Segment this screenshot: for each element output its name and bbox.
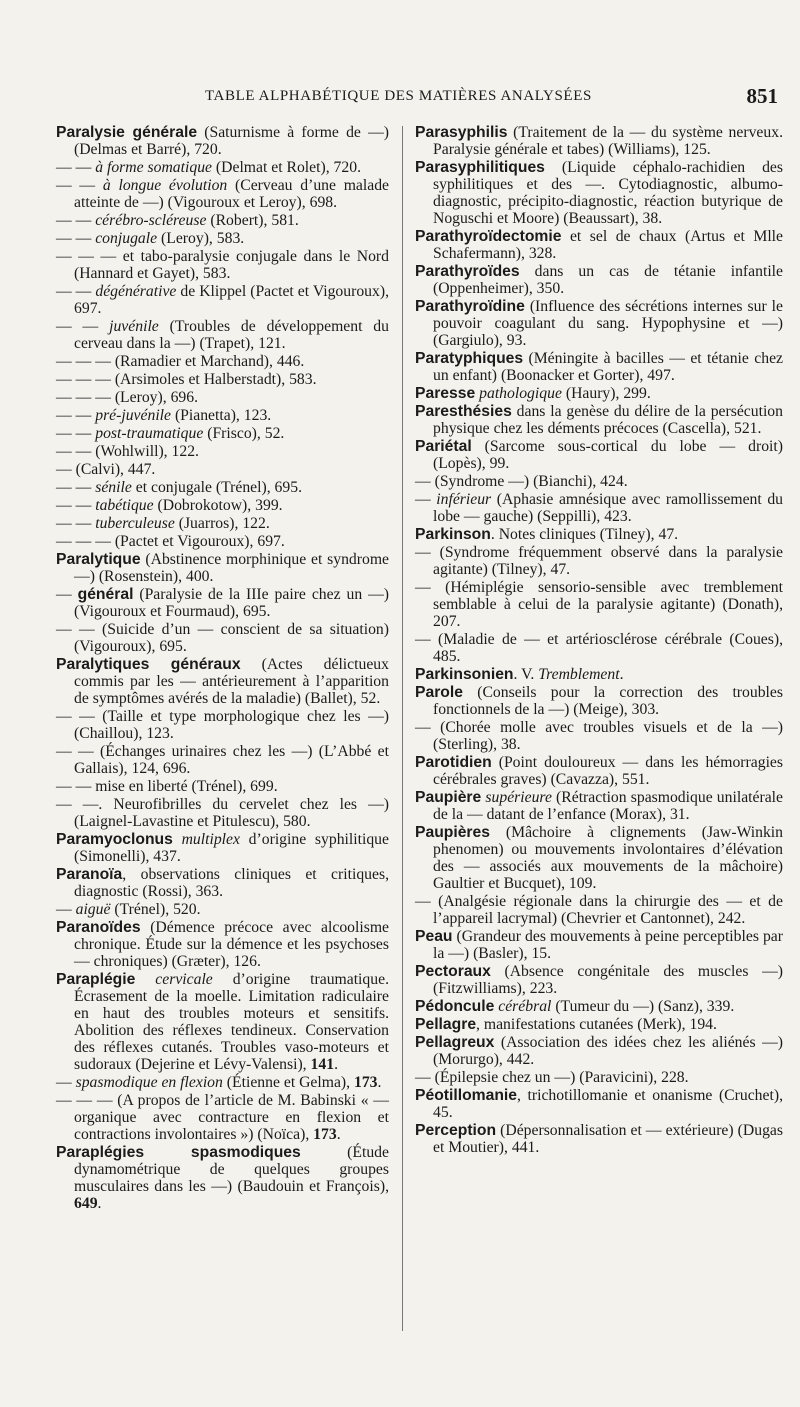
entry-text: (Rétraction spasmodique unilatérale de la — datant de l’enfance (Morax), 31. xyxy=(433,789,783,823)
entry-headword: Paraplégie xyxy=(56,971,136,988)
index-entry xyxy=(56,1144,389,1212)
entry-text: (Étienne et Gelma), xyxy=(222,1074,354,1091)
entry-text: (Sarcome sous-cortical du lobe — droit) (Lopès), 99. xyxy=(433,438,783,472)
entry-text: (Cerveau d’une malade atteinte de —) (Vigouroux et Leroy), 698. xyxy=(74,177,390,211)
entry-italic: pathologique xyxy=(475,385,562,402)
index-entry xyxy=(415,684,783,718)
index-entry xyxy=(415,350,783,384)
entry-headword: Paresthésies xyxy=(415,403,512,420)
entry-text: . xyxy=(619,666,624,683)
entry-text: — — xyxy=(56,425,96,442)
entry-headword: Péotillomanie xyxy=(415,1087,517,1104)
entry-text: . xyxy=(334,1056,338,1073)
index-entry xyxy=(415,1087,783,1121)
index-entry xyxy=(415,228,783,262)
entry-text: (Pianetta), 123. xyxy=(171,407,272,424)
entry-text: — — — (Arsimoles et Halberstadt), 583. xyxy=(56,371,317,388)
entry-headword: Pellagre xyxy=(415,1016,477,1033)
entry-headword: Parathyroïdes xyxy=(415,263,520,280)
entry-text: . xyxy=(97,1195,102,1212)
entry-headword: Paralysie générale xyxy=(56,124,198,141)
entry-text: d’origine syphilitique (Simonelli), 437. xyxy=(74,831,389,865)
index-entry xyxy=(56,353,389,370)
index-entry xyxy=(56,497,389,514)
entry-text: — (Épilepsie chez un —) (Paravicini), 228. xyxy=(415,1069,689,1086)
entry-text: (Liquide céphalo-rachidien des syphilitiques et des —. Cytodiagnostic, albumo-diagnostic, précipito-diagnostic, réaction butyrique de Noguschi et Moore) (Beaussart), 38. xyxy=(433,159,783,227)
entry-text: dans la genèse du délire de la persécution physique chez les déments précoces (Cascella), 521. xyxy=(433,403,783,437)
index-entry xyxy=(415,385,783,402)
entry-text: . Notes cliniques (Tilney), 47. xyxy=(490,526,679,543)
entry-headword: Paratyphiques xyxy=(415,350,524,367)
index-entry xyxy=(56,831,389,865)
entry-italic: post-traumatique xyxy=(95,425,204,442)
entry-text: (Association des idées chez les aliénés —) (Morurgo), 442. xyxy=(433,1034,783,1068)
entry-text: (Absence congénitale des muscles —) (Fitzwilliams), 223. xyxy=(433,963,783,997)
entry-italic: inférieur xyxy=(436,491,492,508)
index-entry xyxy=(56,533,389,550)
index-entry xyxy=(415,124,783,158)
index-entry xyxy=(415,631,783,665)
index-entry xyxy=(56,425,389,442)
entry-headword: Paupières xyxy=(415,824,490,841)
entry-text: — — xyxy=(56,497,96,514)
entry-text: . xyxy=(336,1126,341,1143)
entry-text: — (Maladie de — et artériosclérose cérébrale (Coues), 485. xyxy=(415,631,783,665)
entry-headword: Parathyroïdine xyxy=(415,298,525,315)
entry-italic: tuberculeuse xyxy=(95,515,175,532)
index-entry xyxy=(56,371,389,388)
entry-headword: Peau xyxy=(415,928,453,945)
entry-text: , observations cliniques et critiques, diagnostic (Rossi), 363. xyxy=(74,866,389,900)
entry-text: (Étude dynamométrique de quelques groupes musculaires dans les —) (Baudouin et François), xyxy=(74,1144,389,1195)
index-entry xyxy=(415,403,783,437)
index-entry xyxy=(56,1092,389,1143)
index-entry xyxy=(56,621,389,655)
entry-text: — — — et tabo-paralysie conjugale dans le Nord (Hannard et Gayet), 583. xyxy=(56,248,389,282)
index-entry xyxy=(415,526,783,543)
entry-text: — xyxy=(56,1074,76,1091)
entry-italic: conjugale xyxy=(95,230,158,247)
entry-headword: Parkinsonien xyxy=(415,666,514,683)
entry-headword: Parkinson xyxy=(415,526,491,543)
entry-text: (Trénel), 520. xyxy=(110,901,201,918)
entry-headword: Pariétal xyxy=(415,438,472,455)
entry-headword: Parole xyxy=(415,684,463,701)
index-entry xyxy=(415,579,783,630)
index-entry xyxy=(56,461,389,478)
index-entry xyxy=(415,1034,783,1068)
index-entry xyxy=(415,754,783,788)
entry-text: — xyxy=(56,901,76,918)
entry-headword: Paramyoclonus xyxy=(56,831,173,848)
index-entry xyxy=(415,789,783,823)
entry-text: — — — (Pactet et Vigouroux), 697. xyxy=(56,533,285,550)
index-entry xyxy=(56,743,389,777)
entry-italic: sénile xyxy=(95,479,132,496)
index-entry xyxy=(415,824,783,892)
index-entry xyxy=(56,919,389,970)
entry-headword: Parotidien xyxy=(415,754,492,771)
column-divider xyxy=(402,126,403,1331)
index-entry xyxy=(56,177,389,211)
entry-text: (Traitement de la — du système nerveux. Paralysie générale et tabes) (Williams), 125. xyxy=(433,124,783,158)
page-number: 851 xyxy=(746,84,778,108)
right-column xyxy=(415,124,783,1157)
entry-headword: Paranoïa xyxy=(56,866,123,883)
index-entry xyxy=(415,159,783,227)
index-entry xyxy=(56,515,389,532)
entry-text: et conjugale (Trénel), 695. xyxy=(131,479,303,496)
entry-headword: Paupière xyxy=(415,789,482,806)
entry-text: — — (Échanges urinaires chez les —) (L’Abbé et Gallais), 124, 696. xyxy=(56,743,389,777)
page-header xyxy=(0,84,800,114)
entry-headword: Paresse xyxy=(415,385,476,402)
entry-text: (Robert), 581. xyxy=(206,212,299,229)
entry-bold-page: 173 xyxy=(313,1126,337,1143)
entry-headword: Parathyroïdectomie xyxy=(415,228,562,245)
entry-text: — —. Neurofibrilles du cervelet chez les —) (Laignel-Lavastine et Pitulescu), 580. xyxy=(56,796,389,830)
entry-text: (Grandeur des mouvements à peine perceptibles par la —) (Basler), 15. xyxy=(433,928,783,962)
entry-headword: Pédoncule xyxy=(415,998,495,1015)
entry-text: — — mise en liberté (Trénel), 699. xyxy=(56,778,278,795)
entry-headword: Paralytique xyxy=(56,551,141,568)
entry-text: (Point douloureux — dans les hémorragies cérébrales graves) (Cavazza), 551. xyxy=(433,754,783,788)
index-entry xyxy=(56,708,389,742)
index-entry xyxy=(56,479,389,496)
index-entry xyxy=(415,544,783,578)
index-entry xyxy=(415,473,783,490)
entry-headword: Paralytiques généraux xyxy=(56,656,241,673)
index-entry xyxy=(415,298,783,349)
entry-text: — — — (Leroy), 696. xyxy=(56,389,199,406)
entry-headword: Pellagreux xyxy=(415,1034,495,1051)
entry-text: (Tumeur du —) (Sanz), 339. xyxy=(551,998,735,1015)
entry-text: d’origine traumatique. Écrasement de la moelle. Limitation radiculaire en haut des troubles moteurs et sensitifs. Abolition des réflexes tendineux. Conservation des réflexes cutanés. Troubles vaso-moteurs et sudoraux (Dejerine et Lévy-Valensi), xyxy=(74,971,389,1073)
entry-text: — — (Suicide d’un — conscient de sa situation) (Vigouroux), 695. xyxy=(56,621,389,655)
entry-text: — — xyxy=(56,318,110,335)
index-entry xyxy=(415,666,783,683)
entry-text: — — xyxy=(56,283,96,300)
index-entry xyxy=(415,1069,783,1086)
entry-italic: supérieure xyxy=(481,789,552,806)
entry-text: (Saturnisme à forme de —) (Delmas et Barré), 720. xyxy=(74,124,390,158)
entry-text: , trichotillomanie et onanisme (Cruchet), 45. xyxy=(433,1087,783,1121)
entry-text: — (Analgésie régionale dans la chirurgie des — et de l’appareil lacrymal) (Chevrier et Cantonnet), 242. xyxy=(415,893,783,927)
entry-text: — xyxy=(415,491,437,508)
entry-text: (Haury), 299. xyxy=(561,385,651,402)
index-entry xyxy=(415,998,783,1015)
entry-text: (Aphasie amnésique avec ramollissement du lobe — gauche) (Seppilli), 423. xyxy=(433,491,784,525)
entry-italic: pré-juvénile xyxy=(95,407,172,424)
entry-italic: juvénile xyxy=(109,318,159,335)
entry-italic: Tremblement xyxy=(538,666,620,683)
index-entry xyxy=(56,318,389,352)
index-entry xyxy=(415,1016,783,1033)
index-entry xyxy=(56,866,389,900)
entry-text: . xyxy=(377,1074,382,1091)
entry-text: et sel de chaux (Artus et Mlle Schafermann), 328. xyxy=(433,228,783,262)
entry-text: — — (Taille et type morphologique chez les —) (Chaillou), 123. xyxy=(56,708,389,742)
entry-text: (Juarros), 122. xyxy=(174,515,270,532)
entry-text: — — — (Ramadier et Marchand), 446. xyxy=(56,353,305,370)
running-title: TABLE ALPHABÉTIQUE DES MATIÈRES ANALYSÉES xyxy=(205,88,592,104)
index-entry xyxy=(56,796,389,830)
entry-headword: Perception xyxy=(415,1122,497,1139)
index-entry xyxy=(415,963,783,997)
index-entry xyxy=(415,263,783,297)
index-entry xyxy=(56,656,389,707)
index-entry xyxy=(415,893,783,927)
entry-text: (Delmat et Rolet), 720. xyxy=(212,159,361,176)
index-entry xyxy=(56,283,389,317)
entry-text: — (Syndrome fréquemment observé dans la paralysie agitante) (Tilney), 47. xyxy=(415,544,783,578)
index-entry xyxy=(56,901,389,918)
index-entry xyxy=(415,438,783,472)
entry-text: — — xyxy=(56,212,96,229)
index-entry xyxy=(56,230,389,247)
entry-text: — (Chorée molle avec troubles visuels et de la —) (Sterling), 38. xyxy=(415,719,783,753)
entry-text: — — xyxy=(56,177,103,194)
entry-text: dans un cas de tétanie infantile (Oppenheimer), 350. xyxy=(433,263,783,297)
entry-text: (Troubles de développement du cerveau dans la —) (Trapet), 121. xyxy=(74,318,389,352)
entry-text: — (Calvi), 447. xyxy=(56,461,156,478)
entry-bold-page: 173 xyxy=(353,1074,378,1091)
index-entry xyxy=(56,407,389,424)
entry-text: (Influence des sécrétions internes sur le pouvoir coagulant du sang. Hypophysine et —) (Gargiulo), 93. xyxy=(433,298,783,349)
index-entry xyxy=(415,928,783,962)
entry-italic: multiplex xyxy=(172,831,240,848)
entry-text: — (Hémiplégie sensorio-sensible avec tremblement semblable à celui de la paralysie agitante) (Donath), 207. xyxy=(415,579,783,630)
entry-text: — — xyxy=(56,230,96,247)
index-entry xyxy=(56,389,389,406)
index-entry xyxy=(415,491,783,525)
entry-text: (Mâchoire à clignements (Jaw-Winkin phenomen) ou mouvements involontaires d’élévation des — associés aux mouvements de la mâchoire) Gaultier et Bucquet), 109. xyxy=(433,824,783,892)
entry-text: , manifestations cutanées (Merk), 194. xyxy=(476,1016,717,1033)
entry-text: — — xyxy=(56,159,96,176)
entry-italic: aiguë xyxy=(75,901,111,918)
index-entry xyxy=(56,159,389,176)
entry-text: (Démence précoce avec alcoolisme chronique. Étude sur la démence et les psychoses — chroniques) (Græter), 126. xyxy=(74,919,389,970)
entry-text: (Frisco), 52. xyxy=(203,425,285,442)
entry-text: — — (Wohlwill), 122. xyxy=(56,443,199,460)
entry-text: de Klippel (Pactet et Vigouroux), 697. xyxy=(74,283,389,317)
entry-italic: tabétique xyxy=(95,497,154,514)
index-entry xyxy=(415,1122,783,1156)
index-entry xyxy=(56,248,389,282)
entry-headword: Parasyphilis xyxy=(415,124,508,141)
entry-italic: à forme somatique xyxy=(95,159,212,176)
entry-bold-page: 141 xyxy=(310,1056,335,1073)
entry-text: (Dobrokotow), 399. xyxy=(153,497,283,514)
index-entry xyxy=(56,212,389,229)
entry-italic: spasmodique en flexion xyxy=(75,1074,223,1091)
entry-text: (Paralysie de la IIIe paire chez un —) (Vigouroux et Fourmaud), 695. xyxy=(74,586,389,620)
entry-text: (Leroy), 583. xyxy=(157,230,245,247)
entry-italic: à longue évolution xyxy=(102,177,228,194)
entry-text: (Dépersonnalisation et — extérieure) (Dugas et Moutier), 441. xyxy=(433,1122,783,1156)
index-entry xyxy=(56,551,389,585)
entry-text: — — — (A propos de l’article de M. Babinski « — organique avec contracture en flexion et contractions involontaires ») (Noïca), xyxy=(56,1092,389,1143)
entry-headword: Parasyphilitiques xyxy=(415,159,545,176)
entry-bold-page: 649 xyxy=(74,1195,98,1212)
entry-text: — — xyxy=(56,515,96,532)
entry-text: — — xyxy=(56,407,96,424)
entry-italic: cervicale xyxy=(135,971,213,988)
entry-headword: Paranoïdes xyxy=(56,919,141,936)
entry-text: — (Syndrome —) (Bianchi), 424. xyxy=(415,473,628,490)
index-entry xyxy=(415,719,783,753)
index-entry xyxy=(56,443,389,460)
left-column xyxy=(56,124,389,1213)
entry-headword: Pectoraux xyxy=(415,963,491,980)
entry-italic: dégénérative xyxy=(95,283,177,300)
index-entry xyxy=(56,778,389,795)
index-entry xyxy=(56,1074,389,1091)
entry-text: . V. xyxy=(513,666,539,683)
index-entry xyxy=(56,586,389,620)
entry-headword: général xyxy=(77,586,134,603)
entry-text: — — xyxy=(56,479,96,496)
entry-italic: cérébro-scléreuse xyxy=(95,212,207,229)
entry-italic: cérébral xyxy=(494,998,552,1015)
entry-headword: Paraplégies spasmodiques xyxy=(56,1144,301,1161)
index-entry xyxy=(56,124,389,158)
entry-text: (Conseils pour la correction des troubles fonctionnels de la —) (Meige), 303. xyxy=(433,684,783,718)
index-entry xyxy=(56,971,389,1073)
entry-text: — xyxy=(56,586,78,603)
entry-text: (Méningite à bacilles — et tétanie chez un enfant) (Boonacker et Gorter), 497. xyxy=(433,350,783,384)
entry-text: (Abstinence morphinique et syndrome —) (Rosenstein), 400. xyxy=(74,551,389,585)
entry-text: (Actes délictueux commis par les — antérieurement à l’apparition de symptômes avérés de la maladie) (Ballet), 52. xyxy=(74,656,389,707)
